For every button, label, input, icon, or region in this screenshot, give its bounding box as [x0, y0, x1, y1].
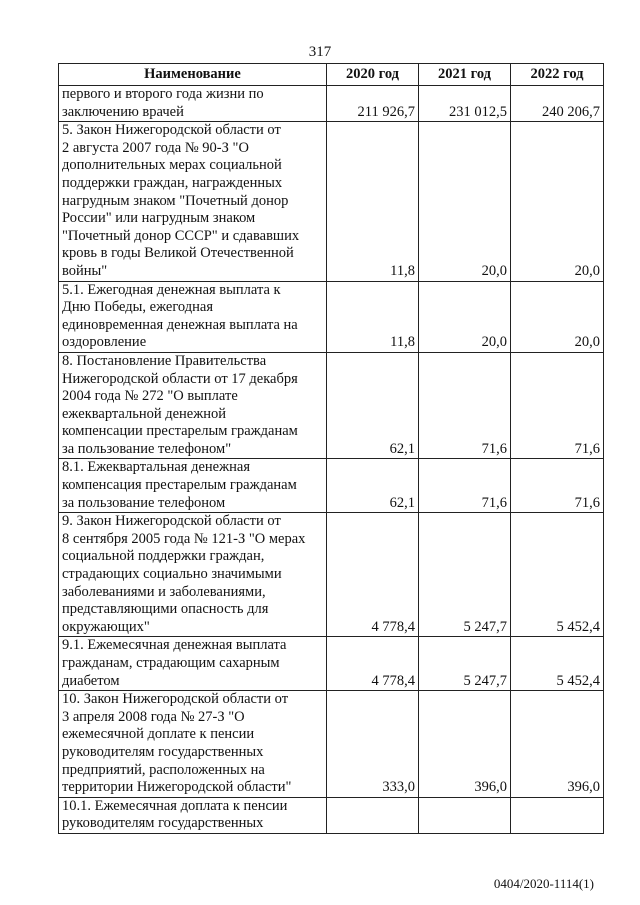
row-name: 8. Постановление Правительства Нижегородской области от 17 декабря 2004 года № 272 "О выплате ежеквартальной денежной компенсации престарелым гражданам за пользование телефоном" [59, 352, 327, 459]
row-value-2020: 4 778,4 [327, 513, 419, 637]
row-value-2022: 240 206,7 [511, 86, 604, 122]
row-value-2022: 71,6 [511, 459, 604, 513]
row-value-2021: 71,6 [419, 459, 511, 513]
row-value-2021: 20,0 [419, 281, 511, 352]
row-value-2020: 11,8 [327, 281, 419, 352]
row-value-2022: 5 452,4 [511, 513, 604, 637]
column-header-2020: 2020 год [327, 64, 419, 86]
page-number: 317 [308, 44, 332, 60]
row-value-2021: 20,0 [419, 122, 511, 281]
row-name: 5. Закон Нижегородской области от 2 августа 2007 года № 90-З "О дополнительных мерах социальной поддержки граждан, награжденных нагрудным знаком "Почетный донор России" или нагрудным знаком "Почетный донор СССР" и сдававших кровь в годы Великой Отечественной войны" [59, 122, 327, 281]
document-code: 0404/2020-1114(1) [493, 876, 594, 891]
row-value-2021 [419, 797, 511, 833]
row-value-2021: 5 247,7 [419, 513, 511, 637]
row-name: 9. Закон Нижегородской области от 8 сентября 2005 года № 121-З "О мерах социальной поддержки граждан, страдающих социально значимыми заболеваниями и заболеваниями, представляющими опасность для окружающих" [59, 513, 327, 637]
table-row [59, 513, 604, 637]
row-value-2020: 62,1 [327, 459, 419, 513]
table-row [59, 459, 604, 513]
row-value-2021: 71,6 [419, 352, 511, 459]
column-header-2021: 2021 год [419, 64, 511, 86]
row-value-2021: 396,0 [419, 691, 511, 798]
row-value-2021: 5 247,7 [419, 637, 511, 691]
table-row [59, 352, 604, 459]
column-header-name: Наименование [59, 64, 327, 86]
row-name: 10.1. Ежемесячная доплата к пенсии руководителям государственных [59, 797, 327, 833]
row-name: первого и второго года жизни по заключению врачей [59, 86, 327, 122]
row-value-2022: 71,6 [511, 352, 604, 459]
column-header-2022: 2022 год [511, 64, 604, 86]
row-value-2020: 211 926,7 [327, 86, 419, 122]
row-value-2020 [327, 797, 419, 833]
row-name: 10. Закон Нижегородской области от 3 апреля 2008 года № 27-З "О ежемесячной доплате к пенсии руководителям государственных предприятий, расположенных на территории Нижегородской области" [59, 691, 327, 798]
row-value-2022: 396,0 [511, 691, 604, 798]
row-value-2020: 333,0 [327, 691, 419, 798]
row-value-2022: 20,0 [511, 122, 604, 281]
table-row [59, 281, 604, 352]
row-value-2022: 20,0 [511, 281, 604, 352]
row-value-2020: 4 778,4 [327, 637, 419, 691]
row-value-2021: 231 012,5 [419, 86, 511, 122]
table-row [59, 797, 604, 833]
row-name: 5.1. Ежегодная денежная выплата к Дню Победы, ежегодная единовременная денежная выплата на оздоровление [59, 281, 327, 352]
row-name: 8.1. Ежеквартальная денежная компенсация престарелым гражданам за пользование телефоном [59, 459, 327, 513]
table-row [59, 637, 604, 691]
table-row [59, 86, 604, 122]
table-row [59, 122, 604, 281]
budget-table [58, 63, 604, 834]
row-value-2022 [511, 797, 604, 833]
table-header-row [59, 64, 604, 86]
row-value-2022: 5 452,4 [511, 637, 604, 691]
table-row [59, 691, 604, 798]
row-name: 9.1. Ежемесячная денежная выплата гражданам, страдающим сахарным диабетом [59, 637, 327, 691]
row-value-2020: 11,8 [327, 122, 419, 281]
row-value-2020: 62,1 [327, 352, 419, 459]
